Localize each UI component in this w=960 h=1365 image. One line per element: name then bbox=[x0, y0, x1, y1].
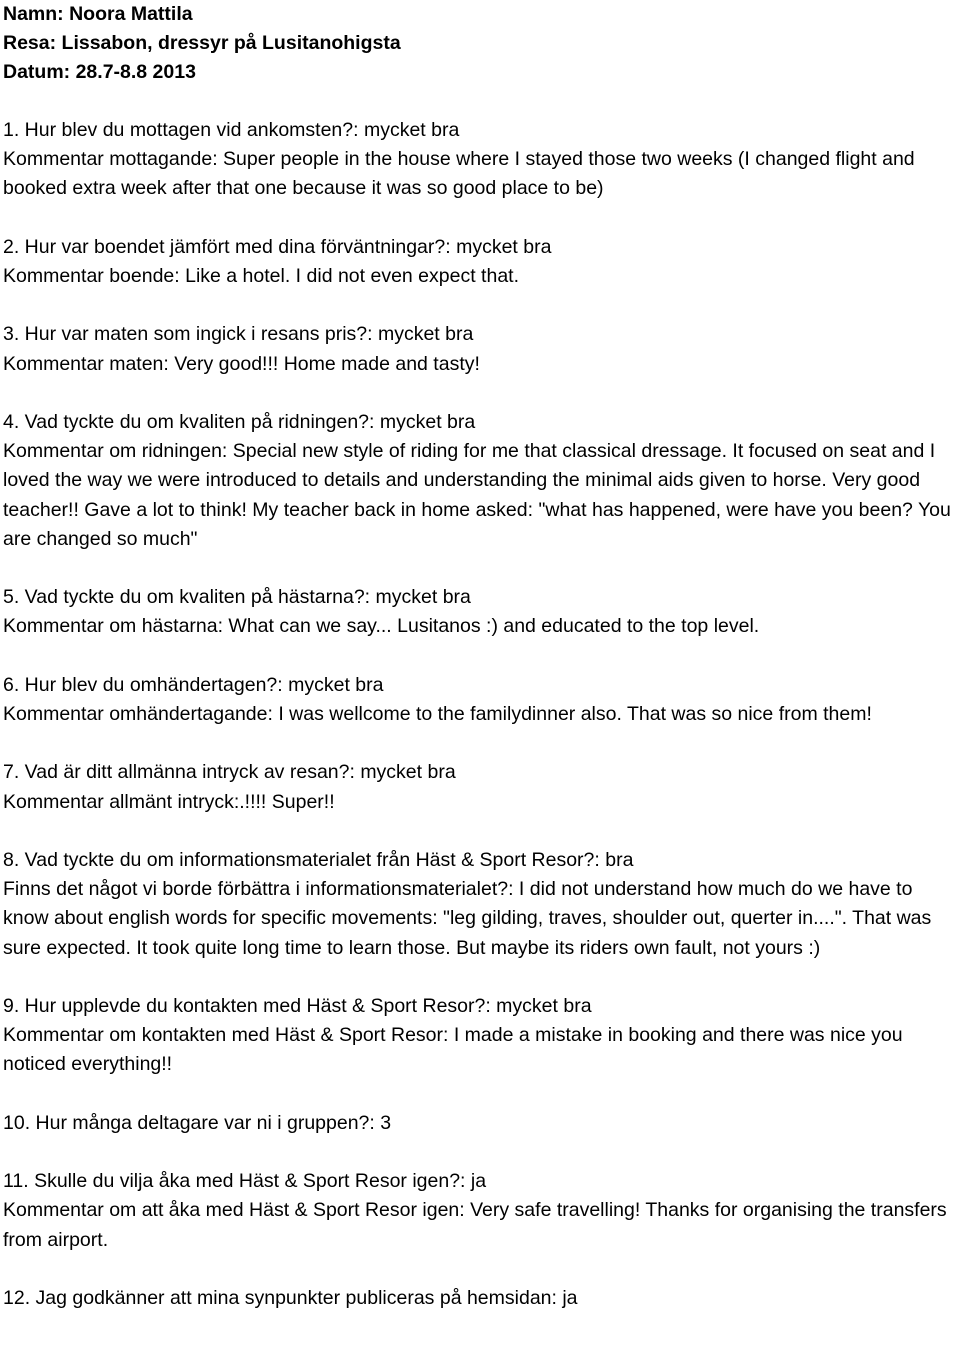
question-text: 3. Hur var maten som ingick i resans pris?: mycket bra bbox=[3, 323, 474, 346]
question-text: 9. Hur upplevde du kontakten med Häst & Sport Resor?: mycket bra bbox=[3, 994, 592, 1017]
question-7 bbox=[3, 758, 958, 816]
trip-date: Datum: 28.7-8.8 2013 bbox=[3, 61, 196, 83]
comment-text: Kommentar om ridningen: Special new style of riding for me that classical dressage. It focused on seat and I loved the way we were introduced to details and understanding the minimal aids given to horse. Very good teacher!! Gave a lot to think! My teacher back in home asked: "what has happened, were have you been? You are changed so much" bbox=[3, 440, 951, 550]
comment-text: Kommentar boende: Like a hotel. I did not even expect that. bbox=[3, 265, 519, 287]
question-text: 1. Hur blev du mottagen vid ankomsten?: mycket bra bbox=[3, 119, 460, 141]
question-text: 8. Vad tyckte du om informationsmaterialet från Häst & Sport Resor?: bra bbox=[3, 848, 634, 871]
question-5 bbox=[3, 583, 958, 641]
question-9 bbox=[3, 992, 958, 1080]
question-text: 11. Skulle du vilja åka med Häst & Sport Resor igen?: ja bbox=[3, 1170, 487, 1193]
comment-text: Kommentar om kontakten med Häst & Sport Resor: I made a mistake in booking and there was nice you noticed everything!! bbox=[3, 1024, 903, 1076]
comment-text: Kommentar omhändertagande: I was wellcome to the familydinner also. That was so nice from them! bbox=[3, 702, 872, 725]
spacer bbox=[3, 87, 958, 116]
comment-text: Finns det något vi borde förbättra i informationsmaterialet?: I did not understand how much do we have to know about english words for specific movements: "leg gilding, traves, shoulder out, querter in....". That was sure expected. It took quite long time to learn those. But maybe its riders own fault, not yours :) bbox=[3, 878, 932, 959]
question-text: 2. Hur var boendet jämfört med dina förväntningar?: mycket bra bbox=[3, 235, 552, 258]
comment-text: Kommentar maten: Very good!!! Home made and tasty! bbox=[3, 352, 480, 375]
question-1 bbox=[3, 116, 958, 204]
question-text: 6. Hur blev du omhändertagen?: mycket bra bbox=[3, 673, 384, 696]
question-6 bbox=[3, 671, 958, 729]
question-10 bbox=[3, 1109, 958, 1138]
question-text: 4. Vad tyckte du om kvaliten på ridningen?: mycket bra bbox=[3, 410, 476, 433]
question-11 bbox=[3, 1167, 958, 1255]
comment-text: Kommentar om hästarna: What can we say... Lusitanos :) and educated to the top level. bbox=[3, 615, 760, 638]
question-text: 5. Vad tyckte du om kvaliten på hästarna?: mycket bra bbox=[3, 586, 471, 609]
question-text: 10. Hur många deltagare var ni i gruppen?: 3 bbox=[3, 1111, 392, 1134]
trip-title: Resa: Lissabon, dressyr på Lusitanohigsta bbox=[3, 32, 401, 54]
comment-text: Kommentar allmänt intryck:.!!!! Super!! bbox=[3, 790, 335, 813]
question-8 bbox=[3, 846, 958, 963]
question-text: 12. Jag godkänner att mina synpunkter publiceras på hemsidan: ja bbox=[3, 1286, 578, 1309]
document-header bbox=[3, 0, 958, 87]
comment-text: Kommentar mottagande: Super people in the house where I stayed those two weeks (I changed flight and booked extra week after that one because it was so good place to be) bbox=[3, 148, 915, 200]
reviewer-name: Namn: Noora Mattila bbox=[3, 3, 193, 25]
question-12 bbox=[3, 1284, 958, 1313]
question-4 bbox=[3, 408, 958, 554]
review-document bbox=[3, 0, 958, 1342]
question-3 bbox=[3, 320, 958, 378]
question-2 bbox=[3, 233, 958, 291]
comment-text: Kommentar om att åka med Häst & Sport Resor igen: Very safe travelling! Thanks for organising the transfers from airport. bbox=[3, 1199, 947, 1251]
question-text: 7. Vad är ditt allmänna intryck av resan?: mycket bra bbox=[3, 761, 456, 784]
